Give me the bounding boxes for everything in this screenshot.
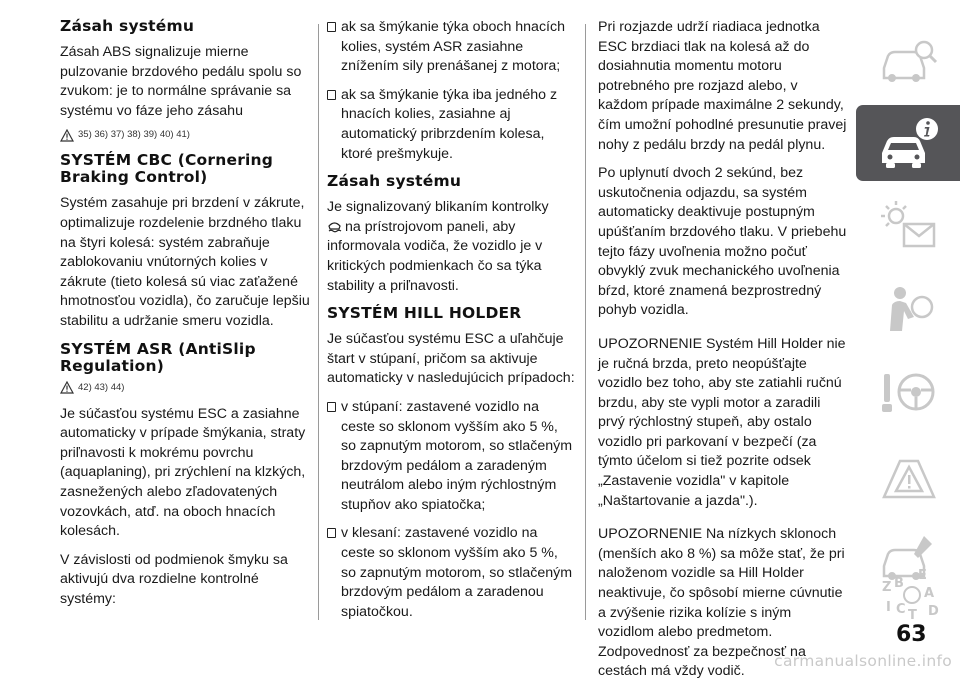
svg-text:I: I <box>886 600 891 615</box>
warning-references-2: 42) 43) 44) <box>60 381 310 395</box>
tab-road-warning[interactable] <box>856 437 960 513</box>
watermark: carmanualsonline.info <box>774 652 952 670</box>
tab-car-search[interactable] <box>856 22 960 98</box>
car-info-icon <box>878 115 940 171</box>
checkbox-bullet-icon <box>327 528 336 538</box>
cbc-paragraph: Systém zasahuje pri brzdení v zákrute, optimalizuje rozdelenie brzdného tlaku na štyri kolesá: systém zabraňuje zablokovaniu vnútorných kolies v zákrute (tieto kolesá sú viac zaťažené hmotnosťou vozidla), čo zaručuje lepšiu stabilitu a udržanie smeru vozidla. <box>60 195 310 329</box>
tab-warning-lights[interactable] <box>856 188 960 264</box>
car-search-icon <box>878 32 940 88</box>
warning-references-1: 35) 36) 37) 38) 39) 40) 41) <box>60 128 310 142</box>
svg-text:D: D <box>928 604 939 619</box>
warning-triangle-icon <box>60 129 74 142</box>
column-1 <box>60 18 310 618</box>
svg-text:E: E <box>918 568 927 583</box>
tab-car-info[interactable] <box>856 105 960 181</box>
checkbox-bullet-icon <box>327 402 336 412</box>
checkbox-bullet-icon <box>327 22 336 32</box>
section-title-hill-holder: SYSTÉM HILL HOLDER <box>327 304 522 323</box>
column-divider <box>318 24 319 620</box>
section-title-intervention: Zásah systému <box>60 17 195 35</box>
hill-holder-start-paragraph: Pri rozjazde udrží riadiaca jednotka ESC brzdiaci tlak na kolesá až do dosiahnutia momentu motoru potrebného pre rozjazd alebo, v každom prípade maximálne 2 sekundy, čím umožní pohodlné presunutie pravej nohy z pedálu brzdy na pedál plynu. <box>598 19 847 153</box>
warning-triangle-icon <box>60 381 74 394</box>
esc-warning-light-icon <box>327 220 342 233</box>
svg-text:A: A <box>924 586 935 601</box>
column-3 <box>598 18 848 678</box>
airbag-icon <box>878 281 940 337</box>
svg-text:Z: Z <box>882 580 892 595</box>
asr-list <box>327 18 575 164</box>
checkbox-bullet-icon <box>327 90 336 100</box>
section-title-intervention-2: Zásah systému <box>327 172 462 191</box>
warning-handbrake-paragraph: UPOZORNENIE Systém Hill Holder nie je ručná brzda, preto neopúšťajte vozidlo bez toho, aby ste zatiahli ručnú brzdu, aby ste vypli motor a zaradili prvý rýchlostný stupeň, aby ostalo vozidlo pri parkovaní v bezpečí (za týmto účelom si tiež pozrite odsek „Zastavenie vozidla" v kapitole „Naštartovanie a jazda".). <box>598 335 846 509</box>
section-title-cbc: SYSTÉM CBC (Cornering Braking Control) <box>60 151 274 187</box>
column-2 <box>327 18 575 631</box>
list-item: v stúpaní: zastavené vozidlo na ceste so sklonom vyšším ako 5 %, so zapnutým motorom, so stlačeným brzdovým pedálom a zaradeným neutrálom alebo iným rýchlostným stupňov ako spiatočka; <box>327 398 575 516</box>
asr-systems-paragraph: V závislosti od podmienok šmyku sa aktivujú dva rozdielne kontrolné systémy: <box>60 551 288 607</box>
abs-paragraph: Zásah ABS signalizuje mierne pulzovanie brzdového pedálu spolu so zvukom: je to normálne správanie sa systému vo fáze jeho zásahu <box>60 44 302 119</box>
steering-icon <box>878 364 940 420</box>
tab-steering[interactable] <box>856 354 960 430</box>
hill-holder-release-paragraph: Po uplynutí dvoch 2 sekúnd, bez uskutočnenia odjazdu, sa systém automaticky deaktivuje postupným upúšťaním brzdového tlaku. V priebehu tejto fázy uvoľnenia možno počuť obvyklý zvuk mechanického uvoľnenia bŕzd, ktoré znamená bezprostredný pohyb vozidla. <box>598 165 847 319</box>
list-item: v klesaní: zastavené vozidlo na ceste so sklonom vyšším ako 5 %, so zapnutým motorom, so stlačeným brzdovým pedálom a zaradenou spiatočkou. <box>327 524 575 622</box>
warning-lights-icon <box>878 198 940 254</box>
asr-paragraph: Je súčasťou systému ESC a zasiahne automaticky v prípade šmýkania, straty priľnavosti k mokrému povrchu (aquaplaning), pri zrýchlení na klzkých, zasnežených alebo zľadovatených vozovkách, atď. na oboch hnacích kolesách. <box>60 405 306 540</box>
svg-text:T: T <box>908 608 917 623</box>
index-icon <box>878 567 940 623</box>
road-warning-icon <box>878 447 940 503</box>
hill-holder-paragraph: Je súčasťou systému ESC a uľahčuje štart v stúpaní, pričom sa aktivuje automaticky v nasledujúcich prípadoch: <box>327 331 575 387</box>
list-item: ak sa šmýkanie týka iba jedného z hnacích kolies, zasiahne aj automatický pribrzdením kolesa, ktoré prešmykuje. <box>327 86 575 164</box>
column-divider <box>585 24 586 620</box>
indicator-paragraph: Je signalizovaný blikaním kontrolky na prístrojovom paneli, aby informovala vodiča, že vozidlo je v kritických podmienkach čo sa týka stability a priľnavosti. <box>327 199 549 294</box>
svg-text:B: B <box>894 576 904 591</box>
warning-slope-paragraph: UPOZORNENIE Na nízkych sklonoch (menších ako 8 %) sa môže stať, že pri naloženom vozidle sa Hill Holder neaktivuje, čo spôsobí mierne cúvnutie a zvýšenie rizika kolízie s iným vozidlom alebo predmetom. Zodpovednosť za bezpečnosť na cestách má vždy vodič. <box>598 526 845 678</box>
section-title-asr: SYSTÉM ASR (AntiSlip Regulation) <box>60 339 256 375</box>
list-item: ak sa šmýkanie týka oboch hnacích kolies, systém ASR zasiahne znížením sily prenášanej z motora; <box>327 18 575 77</box>
hill-holder-list <box>327 398 575 623</box>
page-number: 63 <box>896 622 927 647</box>
tab-airbag[interactable] <box>856 271 960 347</box>
svg-text:C: C <box>896 602 906 617</box>
